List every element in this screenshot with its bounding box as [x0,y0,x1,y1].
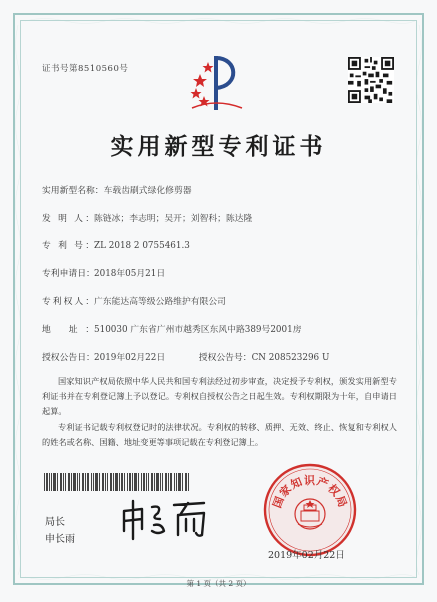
seal-text: 国家知识产权局 [270,474,350,510]
patent-number-row [42,238,190,251]
official-seal [262,462,358,558]
utility-model-name-value: 车载齿刷式绿化修剪器 [103,186,192,196]
address-row [42,322,302,335]
patent-office-logo [186,52,246,114]
grant-number-label: 授权公告号： [198,353,252,363]
certificate-title: 实用新型专利证书 [110,133,327,160]
grant-number-value: CN 208523296 U [251,353,330,363]
director-name: 申长雨 [45,534,75,545]
certificate-number: 证书号第8510560号 [42,64,129,74]
qr-code [348,57,394,103]
address-value: 510030 广东省广州市越秀区东风中路389号2001房 [94,325,302,335]
grant-statement-paragraph: 国家知识产权局依照中华人民共和国专利法经过初步审查，决定授予专利权，颁发实用新型专利证书并在专利登记簿上予以登记。专利权自授权公告之日起生效。专利权期限为十年，自申请日起算。 [42,376,397,416]
patent-number-label: 专 利 号： [42,241,94,251]
address-label: 地 址： [42,325,94,335]
director-signature [118,497,210,541]
page-indicator: 第 1 页（共 2 页） [186,579,251,588]
legal-status-paragraph: 专利证书记载专利权登记时的法律状况。专利权的转移、质押、无效、终止、恢复和专利权人的姓名或名称、国籍、地址变更等事项记载在专利登记簿上。 [42,422,397,447]
grant-date-label: 授权公告日： [42,353,95,363]
patentee-row [42,294,226,307]
filing-date-label: 专利申请日： [42,269,95,279]
patent-number-value: ZL 2018 2 0755461.3 [94,241,190,251]
filing-date-row [42,266,165,279]
seal-date: 2019年02月22日 [268,550,345,561]
patentee-value: 广东能达高等级公路维护有限公司 [94,297,226,307]
barcode [44,473,189,491]
grant-date-value: 2019年02月22日 [94,353,166,363]
utility-model-name-label: 实用新型名称： [42,186,104,196]
grant-row [42,350,329,363]
patentee-label: 专利权人： [42,297,94,307]
director-title: 局长 [45,517,65,528]
inventor-value: 陈链冰；李志明；吴开；刘智科；陈达隆 [94,214,253,224]
filing-date-value: 2018年05月21日 [94,269,166,279]
inventor-row [42,211,252,224]
utility-model-name-row [42,183,192,196]
inventor-label: 发 明 人： [42,214,94,224]
